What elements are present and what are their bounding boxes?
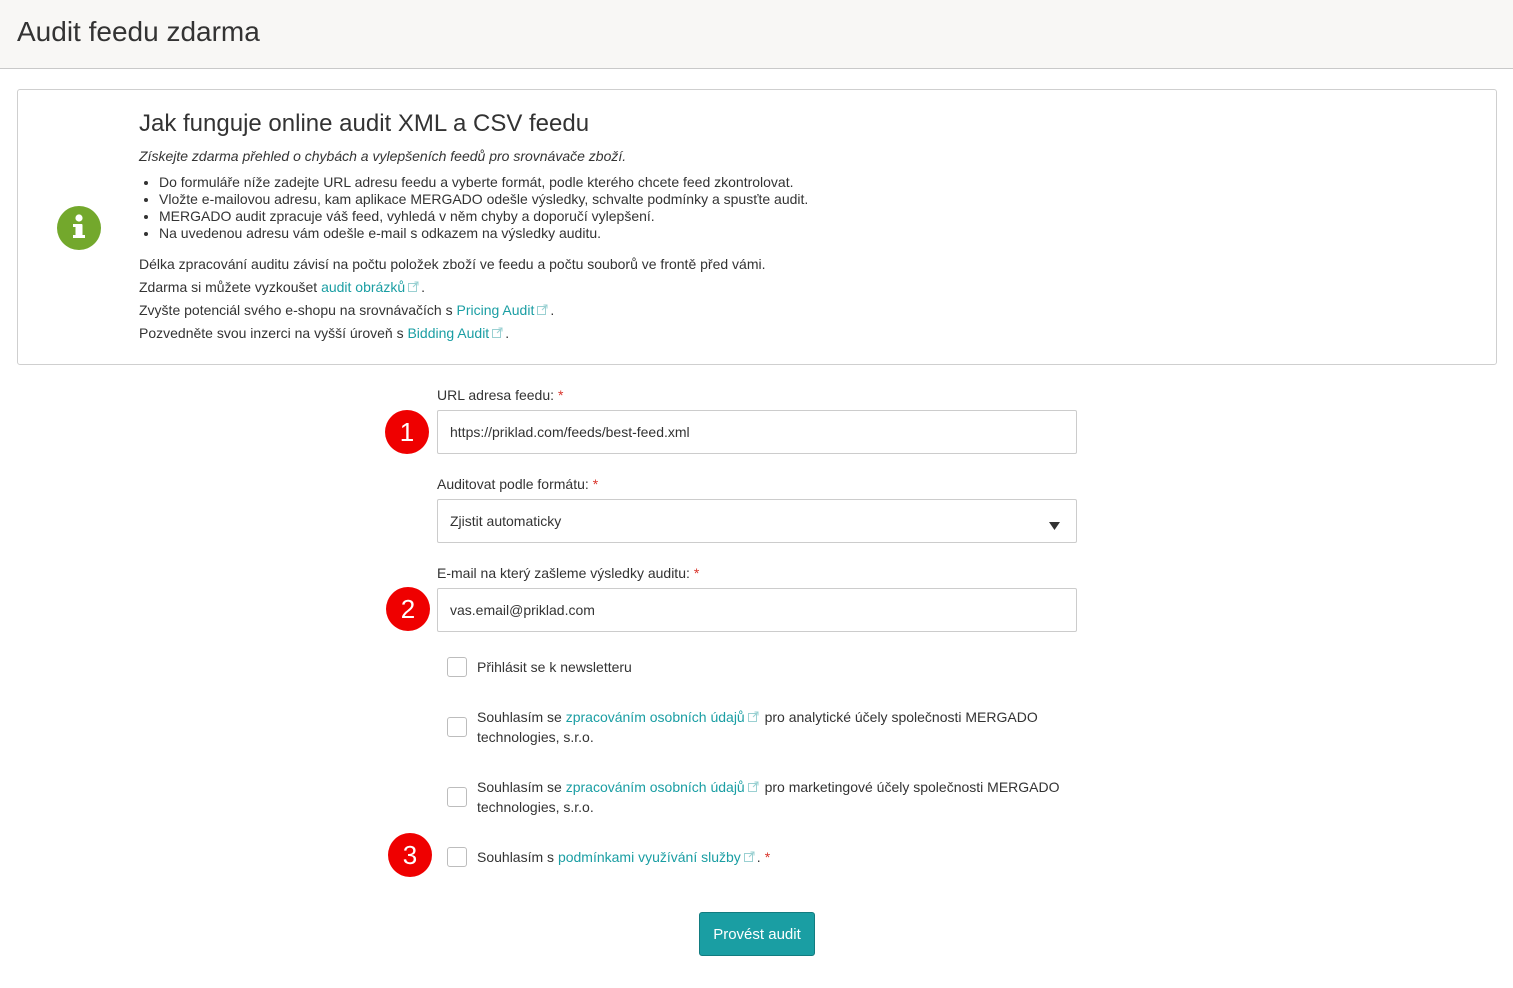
terms-link[interactable]: podmínkami využívání služby [557,849,741,865]
info-step: • Na uvedenou adresu vám odešle e-mail s odkazem na výsledky auditu. [159,225,1439,242]
newsletter-label: Přihlásit se k newsletteru [477,659,632,675]
email-label [437,565,699,581]
info-line-text: Pozvedněte svou inzerci na vyšší úroveň s [139,325,408,341]
required-mark: * [764,849,771,865]
info-heading: Jak funguje online audit XML a CSV feedu [139,110,590,137]
info-step: • Vložte e-mailovou adresu, kam aplikace MERGADO odešle výsledky, schvalte podmínky a spusťte audit. [159,191,1439,208]
feed-url-input[interactable] [437,410,1077,454]
audit-images-link[interactable]: audit obrázků [321,279,406,295]
terms-text: Souhlasím s [477,849,558,865]
page-header [0,0,1513,69]
terms-row [447,847,1067,867]
terms-text: . [756,849,761,865]
info-line-bidding-audit [139,322,1439,345]
personal-data-link[interactable]: zpracováním osobních údajů [565,779,745,795]
external-link-icon [492,322,503,345]
bidding-audit-link[interactable]: Bidding Audit [407,325,490,341]
info-step: • Do formuláře níže zadejte URL adresu feedu a vyberte formát, podle kterého chcete feed zkontrolovat. [159,174,1439,191]
info-note: Délka zpracování auditu závisí na počtu položek zboží ve feedu a počtu souborů ve frontě před vámi. [139,256,766,272]
format-select-value: Zjistit automaticky [450,513,562,529]
email-label-text: E-mail na který zašleme výsledky auditu: [437,565,690,581]
terms-label [477,847,1067,867]
info-steps-list [139,174,1439,242]
pricing-audit-link[interactable]: Pricing Audit [456,302,535,318]
info-line-text: Zdarma si můžete vyzkoušet [139,279,322,295]
consent-analytics-row [447,707,1067,747]
format-select[interactable] [437,499,1077,543]
page-title: Audit feedu zdarma [17,16,260,47]
info-icon [57,206,101,250]
step-badge-1: 1 [385,410,429,454]
info-line-suffix: . [421,279,426,295]
format-label-text: Auditovat podle formátu: [437,476,589,492]
caret-down-icon [1049,517,1060,535]
external-link-icon [408,276,419,299]
required-mark: * [558,387,564,403]
info-step: • MERGADO audit zpracuje váš feed, vyhledá v něm chyby a doporučí vylepšení. [159,208,1439,225]
external-link-icon [748,777,759,797]
consent-marketing-label [477,777,1067,817]
run-audit-button[interactable]: Provést audit [699,912,815,956]
info-box [17,89,1497,365]
terms-checkbox[interactable] [447,847,467,867]
consent-marketing-checkbox[interactable] [447,787,467,807]
info-content [139,110,1439,345]
personal-data-link[interactable]: zpracováním osobních údajů [565,709,745,725]
consent-analytics-checkbox[interactable] [447,717,467,737]
required-mark: * [592,476,599,492]
url-label-text: URL adresa feedu: [437,387,554,403]
newsletter-checkbox[interactable] [447,657,467,677]
external-link-icon [537,299,548,322]
consent-text: pro marketingové účely společnosti MERGADO technologies, s.r.o. [477,779,1060,815]
format-label [437,476,598,492]
consent-marketing-row [447,777,1067,817]
consent-analytics-label [477,707,1067,747]
consent-text: pro analytické účely společnosti MERGADO technologies, s.r.o. [477,709,1038,745]
url-label [437,387,563,403]
external-link-icon [748,707,759,727]
info-line-suffix: . [505,325,510,341]
external-link-icon [744,847,755,867]
step-badge-2: 2 [386,587,430,631]
info-subtitle: Získejte zdarma přehled o chybách a vylepšeních feedů pro srovnávače zboží. [139,148,627,164]
email-input[interactable] [437,588,1077,632]
step-badge-3: 3 [388,833,432,877]
consent-text: Souhlasím se [477,709,566,725]
info-line-image-audit [139,276,1439,299]
required-mark: * [693,565,700,581]
info-line-text: Zvyšte potenciál svého e-shopu na srovnávačích s [139,302,457,318]
newsletter-row [447,657,1067,677]
info-line-suffix: . [550,302,555,318]
info-line-pricing-audit [139,299,1439,322]
consent-text: Souhlasím se [477,779,566,795]
